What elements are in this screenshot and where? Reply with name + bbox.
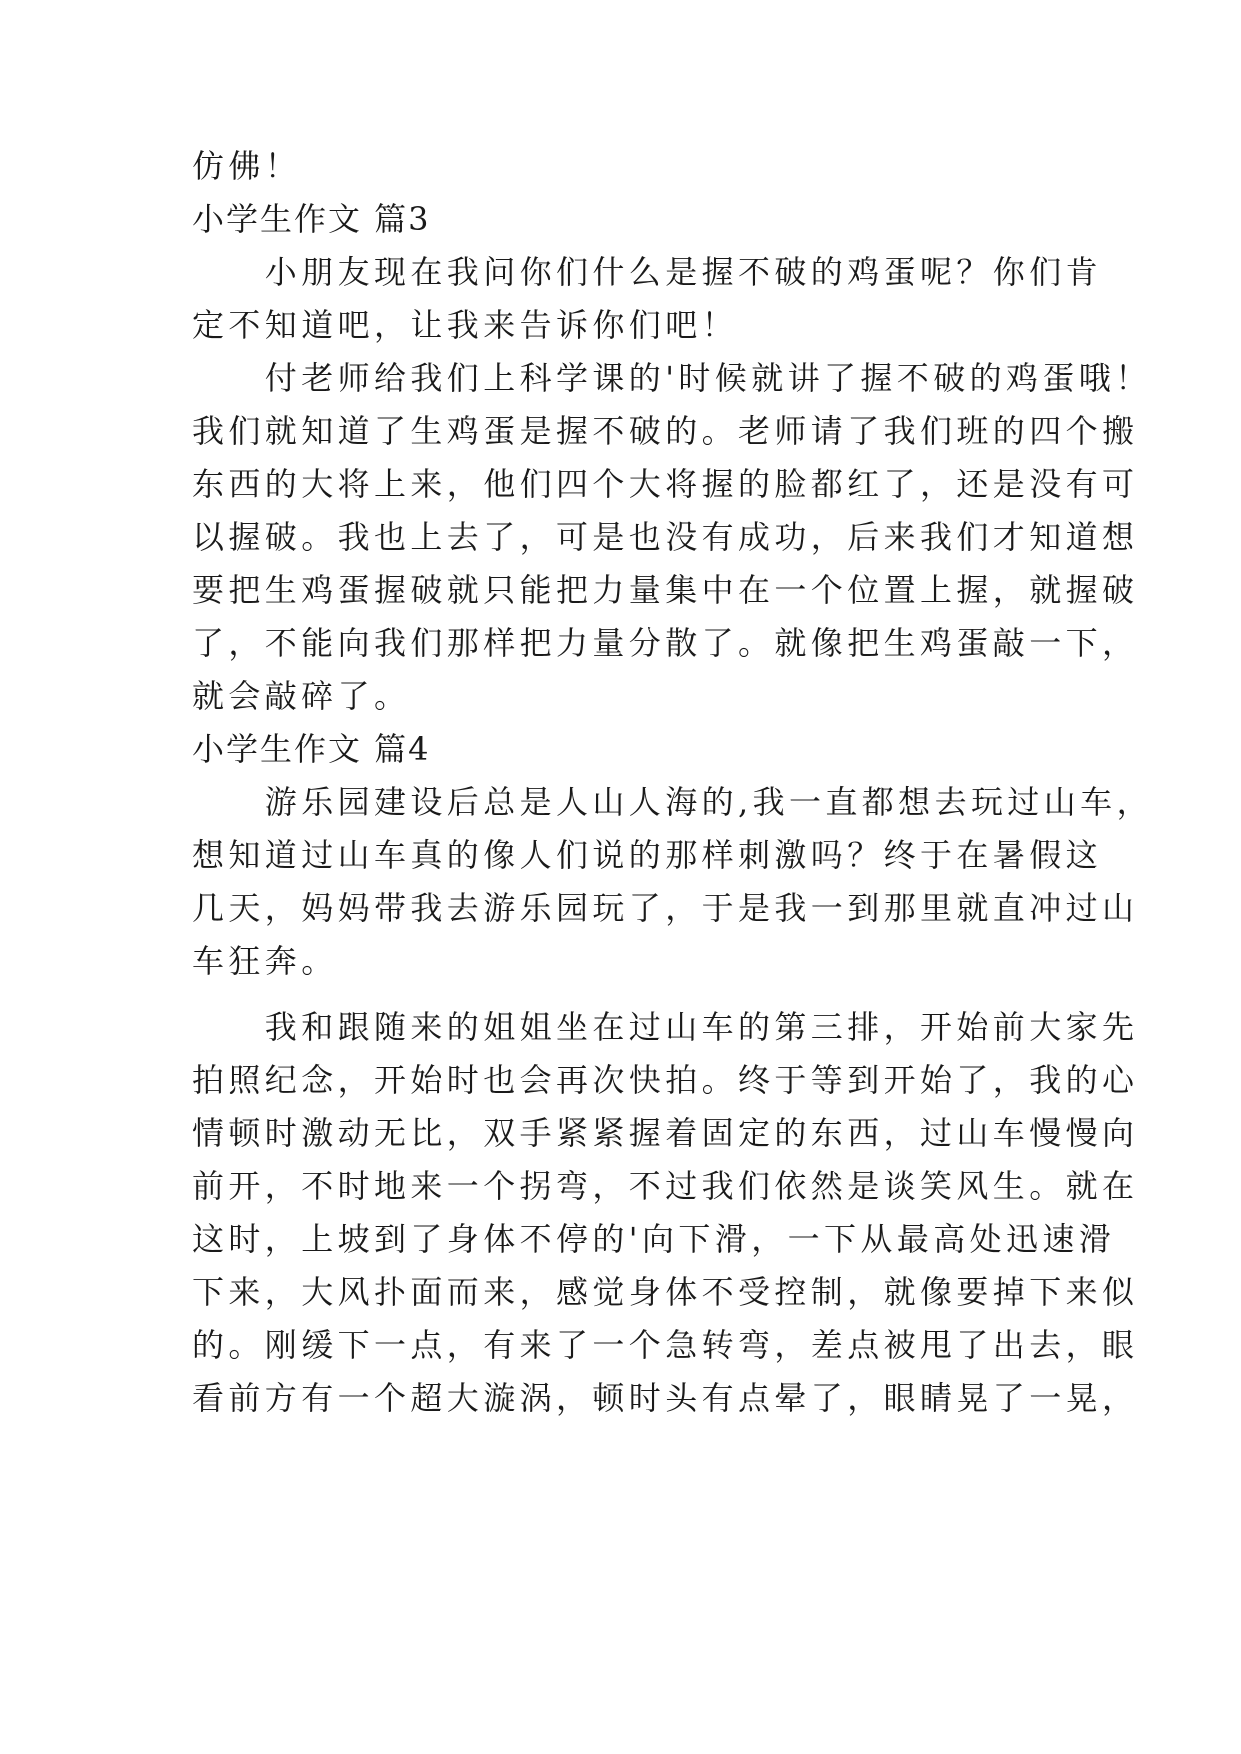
- section-heading: 小学生作文 篇3: [192, 200, 431, 238]
- paragraph-line: 就会敲碎了。: [192, 677, 411, 715]
- paragraph-line: 东西的大将上来，他们四个大将握的脸都红了，还是没有可: [192, 465, 1139, 503]
- paragraph-line: 想知道过山车真的像人们说的那样刺激吗？终于在暑假这: [192, 836, 1103, 874]
- paragraph-line: 定不知道吧，让我来告诉你们吧！: [192, 306, 739, 344]
- paragraph-line: 付老师给我们上科学课的'时候就讲了握不破的鸡蛋哦！: [192, 359, 1152, 397]
- paragraph-line: 我和跟随来的姐姐坐在过山车的第三排，开始前大家先: [192, 1008, 1139, 1046]
- paragraph-line: 的。刚缓下一点，有来了一个急转弯，差点被甩了出去，眼: [192, 1326, 1139, 1364]
- paragraph-line: 要把生鸡蛋握破就只能把力量集中在一个位置上握，就握破: [192, 571, 1139, 609]
- paragraph-line: 下来，大风扑面而来，感觉身体不受控制，就像要掉下来似: [192, 1273, 1139, 1311]
- paragraph-line: 小朋友现在我问你们什么是握不破的鸡蛋呢？你们肯: [192, 253, 1103, 291]
- paragraph-line: 我们就知道了生鸡蛋是握不破的。老师请了我们班的四个搬: [192, 412, 1139, 450]
- paragraph-line: 前开，不时地来一个拐弯，不过我们依然是谈笑风生。就在: [192, 1167, 1139, 1205]
- paragraph-line: 了，不能向我们那样把力量分散了。就像把生鸡蛋敲一下，: [192, 624, 1139, 662]
- paragraph-line: 游乐园建设后总是人山人海的,我一直都想去玩过山车，: [192, 783, 1153, 821]
- paragraph-line: 以握破。我也上去了，可是也没有成功，后来我们才知道想: [192, 518, 1139, 556]
- section-heading: 小学生作文 篇4: [192, 730, 431, 768]
- paragraph-line: 拍照纪念，开始时也会再次快拍。终于等到开始了，我的心: [192, 1061, 1139, 1099]
- paragraph-line: 车狂奔。: [192, 942, 338, 980]
- paragraph-line: 情顿时激动无比，双手紧紧握着固定的东西，过山车慢慢向: [192, 1114, 1139, 1152]
- text-line: 仿佛！: [192, 147, 302, 185]
- paragraph-line: 这时，上坡到了身体不停的'向下滑，一下从最高处迅速滑: [192, 1220, 1116, 1258]
- paragraph-line: 几天，妈妈带我去游乐园玩了，于是我一到那里就直冲过山: [192, 889, 1139, 927]
- paragraph-line: 看前方有一个超大漩涡，顿时头有点晕了，眼睛晃了一晃，: [192, 1379, 1139, 1417]
